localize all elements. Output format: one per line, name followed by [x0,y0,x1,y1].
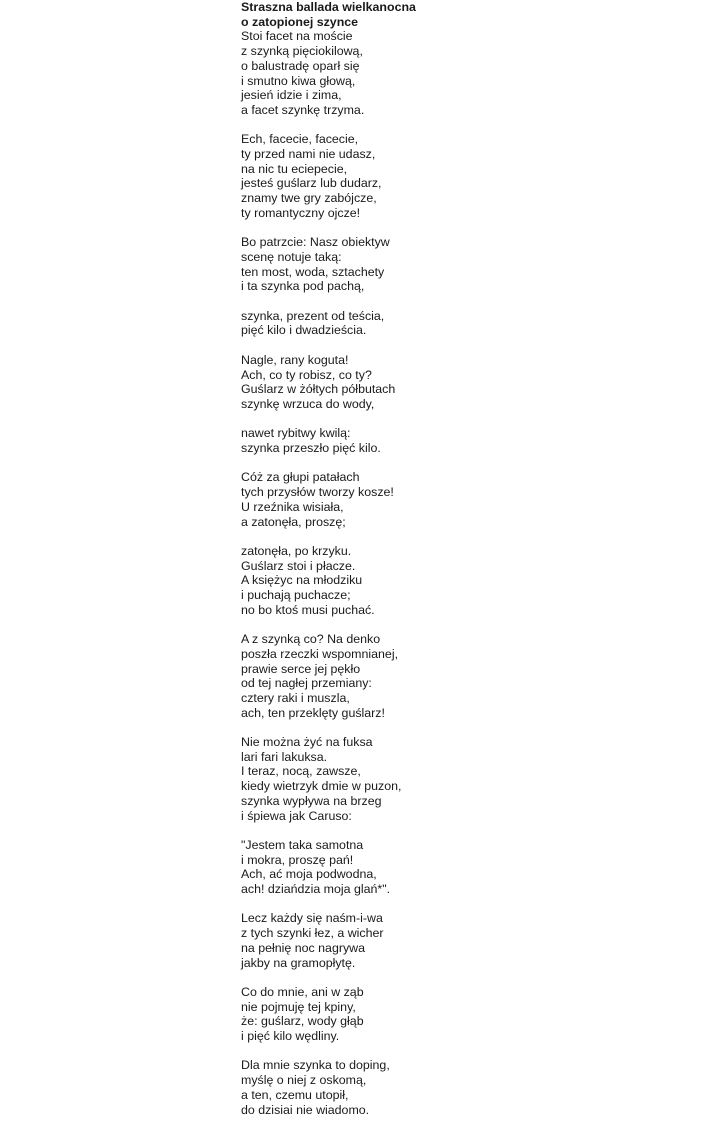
verse-line: ten most, woda, sztachety [241,264,385,279]
verse-line: i ta szynka pod pachą, [241,279,365,294]
poem [241,0,481,1132]
stanza-6 [241,426,481,455]
verse-line: znamy twe gry zabójcze, [241,191,377,206]
verse-line: Guślarz stoi i płacze. [241,558,356,573]
poem-title [241,0,481,29]
stanza-5 [241,353,481,412]
stanza-1 [241,29,481,117]
verse-line: "Jestem taka samotna [241,837,364,852]
verse-line: szynkę wrzuca do wody, [241,396,375,411]
verse-line: że: guślarz, wody głąb [241,1014,364,1029]
verse-line: Dla mnie szynka to doping, [241,1058,390,1073]
verse-line: szynka wypływa na brzeg [241,793,382,808]
verse-line: lari fari lakuksa. [241,749,328,764]
verse-line: szynka przeszło pięć kilo. [241,441,381,456]
verse-line: i pięć kilo wędliny. [241,1029,340,1044]
verse-line: z tych szynki łez, a wicher [241,926,384,941]
verse-line: kiedy wietrzyk dmie w puzon, [241,779,402,794]
verse-line: zatonęła, po krzyku. [241,543,352,558]
poem-stanzas [241,29,481,1117]
verse-line: A z szynką co? Na denko [241,632,381,647]
verse-line: A księżyc na młodziku [241,573,363,588]
stanza-14 [241,1058,481,1117]
verse-line: jesteś guślarz lub dudarz, [241,176,382,191]
verse-line: i puchają puchacze; [241,588,351,603]
verse-line: Nie można żyć na fuksa [241,735,373,750]
verse-line: szynka, prezent od teścia, [241,308,385,323]
poem-title-line-1: Straszna ballada wielkanocna [241,0,416,14]
verse-line: myślę o niej z oskomą, [241,1073,367,1088]
stanza-4 [241,309,481,338]
verse-line: Co do mnie, ani w ząb [241,984,364,999]
verse-line: Stoi facet na moście [241,29,353,44]
stanza-9 [241,632,481,720]
verse-line: I teraz, nocą, zawsze, [241,764,361,779]
verse-line: na nic tu eciepecie, [241,161,348,176]
verse-line: nawet rybitwy kwilą: [241,426,351,441]
verse-line: ach! dziańdzia moja glań*". [241,882,391,897]
verse-line: od tej nagłej przemiany: [241,676,372,691]
verse-line: a ten, czemu utopił, [241,1087,349,1102]
verse-line: i mokra, proszę pań! [241,852,354,867]
verse-line: Cóż za głupi patałach [241,470,360,485]
verse-line: i smutno kiwa głową, [241,73,356,88]
verse-line: U rzeźnika wisiała, [241,499,344,514]
stanza-10 [241,735,481,823]
verse-line: do dzisiai nie wiadomo. [241,1102,370,1117]
verse-line: ty przed nami nie udasz, [241,147,376,162]
stanza-3 [241,235,481,294]
stanza-12 [241,911,481,970]
verse-line: Ech, facecie, facecie, [241,132,359,147]
verse-line: Ach, co ty robisz, co ty? [241,367,372,382]
verse-line: i śpiewa jak Caruso: [241,808,352,823]
verse-line: z szynką pięciokilową, [241,44,363,59]
verse-line: Guślarz w żółtych półbutach [241,382,396,397]
verse-line: no bo ktoś musi puchać. [241,602,375,617]
poem-title-line-2: o zatopionej szynce [241,14,359,29]
verse-line: ty romantyczny ojcze! [241,205,361,220]
verse-line: o balustradę oparł się [241,58,360,73]
stanza-11 [241,838,481,897]
verse-line: Lecz każdy się naśm-i-wa [241,911,383,926]
verse-line: tych przysłów tworzy kosze! [241,485,394,500]
verse-line: ach, ten przeklęty guślarz! [241,705,385,720]
stanza-2 [241,132,481,220]
verse-line: pięć kilo i dwadzieścia. [241,323,367,338]
verse-line: Ach, ać moja podwodna, [241,867,377,882]
stanza-8 [241,544,481,618]
verse-line: poszła rzeczki wspomnianej, [241,646,399,661]
verse-line: prawie serce jej pękło [241,661,361,676]
verse-line: jakby na gramopłytę. [241,955,356,970]
verse-line: Bo patrzcie: Nasz obiektyw [241,235,390,250]
verse-line: nie pojmuję tej kpiny, [241,999,356,1014]
stanza-13 [241,985,481,1044]
verse-line: a zatonęła, proszę; [241,514,346,529]
stanza-7 [241,470,481,529]
verse-line: a facet szynkę trzyma. [241,102,365,117]
verse-line: Nagle, rany koguta! [241,352,349,367]
verse-line: na pełnię noc nagrywa [241,940,365,955]
verse-line: cztery raki i muszla, [241,690,350,705]
verse-line: jesień idzie i zima, [241,88,342,103]
verse-line: scenę notuje taką: [241,249,342,264]
